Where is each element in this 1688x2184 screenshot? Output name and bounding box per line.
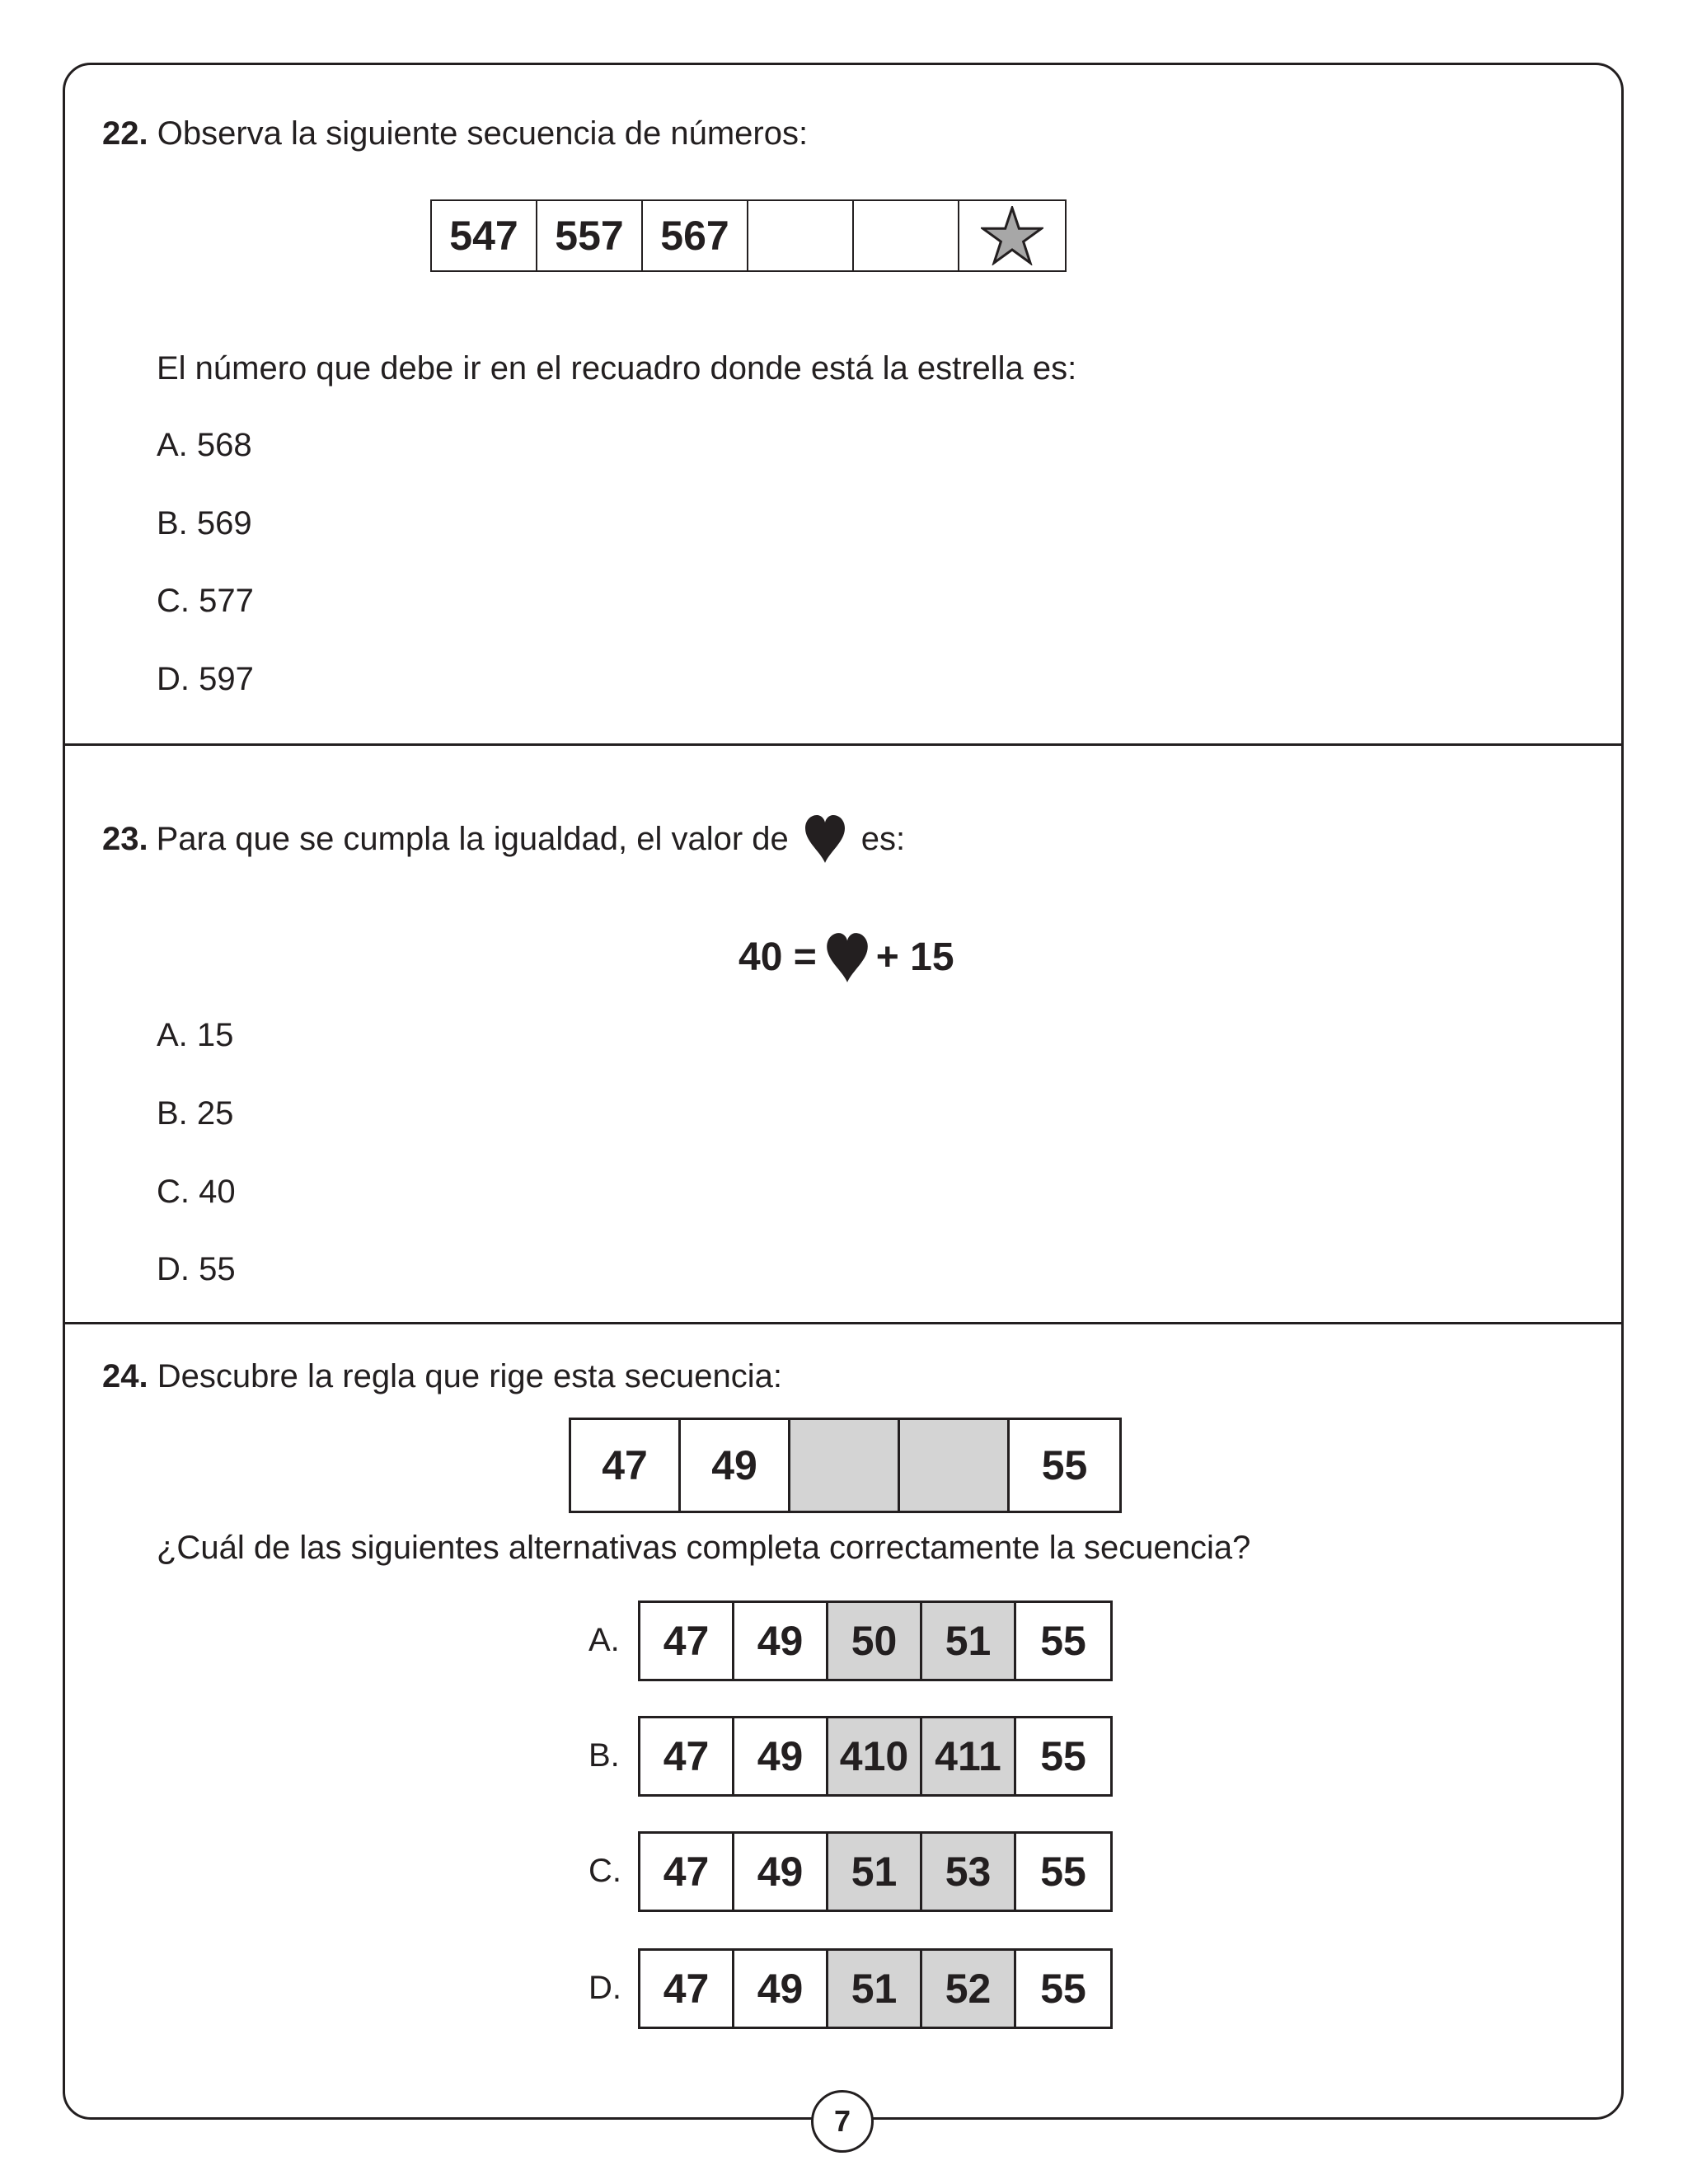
sequence-cell: 567 <box>643 201 748 270</box>
q23-prompt-before: Para que se cumpla la igualdad, el valor de <box>156 821 789 857</box>
option-cell: 47 <box>640 1951 734 2027</box>
q24-option-d[interactable] <box>638 1948 1113 2029</box>
star-icon <box>981 206 1043 265</box>
equation-left: 40 = <box>738 935 817 979</box>
q22-number: 22. <box>102 115 148 152</box>
option-cell: 55 <box>1040 1618 1086 1664</box>
option-cell: 55 <box>1040 1733 1086 1779</box>
q22-prompt <box>102 114 808 153</box>
option-value: 40 <box>199 1174 236 1210</box>
option-cell: 49 <box>734 1603 828 1679</box>
option-value: 25 <box>196 1095 234 1132</box>
sequence-cell: 49 <box>681 1420 790 1511</box>
option-letter: D. <box>157 661 190 697</box>
option-cell-filled: 51 <box>828 1951 922 2027</box>
page-number: 7 <box>811 2090 874 2153</box>
q23-option-a[interactable] <box>157 1015 233 1055</box>
q22-option-d[interactable] <box>157 659 254 699</box>
q23-number: 23. <box>102 821 148 857</box>
q22-sequence <box>430 199 1067 272</box>
option-letter: A. <box>157 427 188 463</box>
option-letter: A. <box>157 1017 188 1053</box>
q24-option-c[interactable] <box>638 1831 1113 1912</box>
sequence-cell: 47 <box>571 1420 681 1511</box>
option-letter: C. <box>157 583 190 619</box>
option-cell-filled: 50 <box>828 1603 922 1679</box>
sequence-cell <box>748 201 854 270</box>
sequence-cell: 547 <box>432 201 537 270</box>
q22-question: El número que debe ir en el recuadro donde está la estrella es: <box>157 350 1077 387</box>
section-divider <box>63 743 1624 746</box>
sequence-cell: 557 <box>537 201 643 270</box>
option-cell: 49 <box>734 1718 828 1794</box>
option-value: 569 <box>196 505 252 541</box>
sequence-cell: 55 <box>1041 1442 1088 1488</box>
option-cell: 49 <box>734 1951 828 2027</box>
sequence-cell-star <box>959 201 1065 270</box>
option-cell: 47 <box>640 1718 734 1794</box>
option-letter: C. <box>157 1174 190 1210</box>
q24-option-b-letter: B. <box>588 1737 620 1774</box>
sequence-cell <box>854 201 959 270</box>
option-letter: B. <box>157 505 188 541</box>
sequence-cell-blank <box>900 1420 1010 1511</box>
option-value: 15 <box>196 1017 234 1053</box>
q23-option-c[interactable] <box>157 1172 236 1212</box>
option-value: 55 <box>199 1251 236 1287</box>
q24-number: 24. <box>102 1358 148 1394</box>
option-cell: 55 <box>1040 1966 1086 2012</box>
option-cell-filled: 51 <box>828 1834 922 1910</box>
option-value: 577 <box>199 583 254 619</box>
q23-equation <box>738 931 954 984</box>
q22-option-c[interactable] <box>157 581 254 621</box>
q24-option-b[interactable] <box>638 1716 1113 1797</box>
option-value: 597 <box>199 661 254 697</box>
option-cell: 49 <box>734 1834 828 1910</box>
q23-prompt <box>102 813 905 865</box>
option-value: 568 <box>196 427 252 463</box>
option-cell: 47 <box>640 1834 734 1910</box>
q24-sequence <box>569 1418 1122 1513</box>
q24-option-d-letter: D. <box>588 1970 621 2006</box>
option-cell-filled: 410 <box>828 1718 922 1794</box>
option-letter: B. <box>157 1095 188 1132</box>
option-letter: D. <box>157 1251 190 1287</box>
q24-option-a[interactable] <box>638 1601 1113 1681</box>
option-cell-filled: 52 <box>922 1951 1016 2027</box>
q22-option-a[interactable] <box>157 425 252 465</box>
q24-prompt-text: Descubre la regla que rige esta secuencia: <box>157 1358 782 1394</box>
option-cell-filled: 51 <box>922 1603 1016 1679</box>
q23-prompt-after: es: <box>860 821 906 857</box>
equation-right: + 15 <box>875 935 954 979</box>
sequence-cell-blank <box>790 1420 900 1511</box>
option-cell-filled: 411 <box>922 1718 1016 1794</box>
section-divider <box>63 1322 1624 1324</box>
option-cell: 55 <box>1040 1849 1086 1895</box>
q24-option-c-letter: C. <box>588 1853 621 1889</box>
heart-icon <box>804 813 846 865</box>
q22-option-b[interactable] <box>157 504 252 543</box>
option-cell-filled: 53 <box>922 1834 1016 1910</box>
q24-question: ¿Cuál de las siguientes alternativas completa correctamente la secuencia? <box>157 1530 1251 1566</box>
q24-prompt <box>102 1357 782 1396</box>
q23-option-d[interactable] <box>157 1249 236 1289</box>
option-cell: 47 <box>640 1603 734 1679</box>
heart-icon <box>825 931 870 984</box>
q22-prompt-text: Observa la siguiente secuencia de números: <box>157 115 809 152</box>
q23-option-b[interactable] <box>157 1094 233 1133</box>
q24-option-a-letter: A. <box>588 1622 620 1658</box>
